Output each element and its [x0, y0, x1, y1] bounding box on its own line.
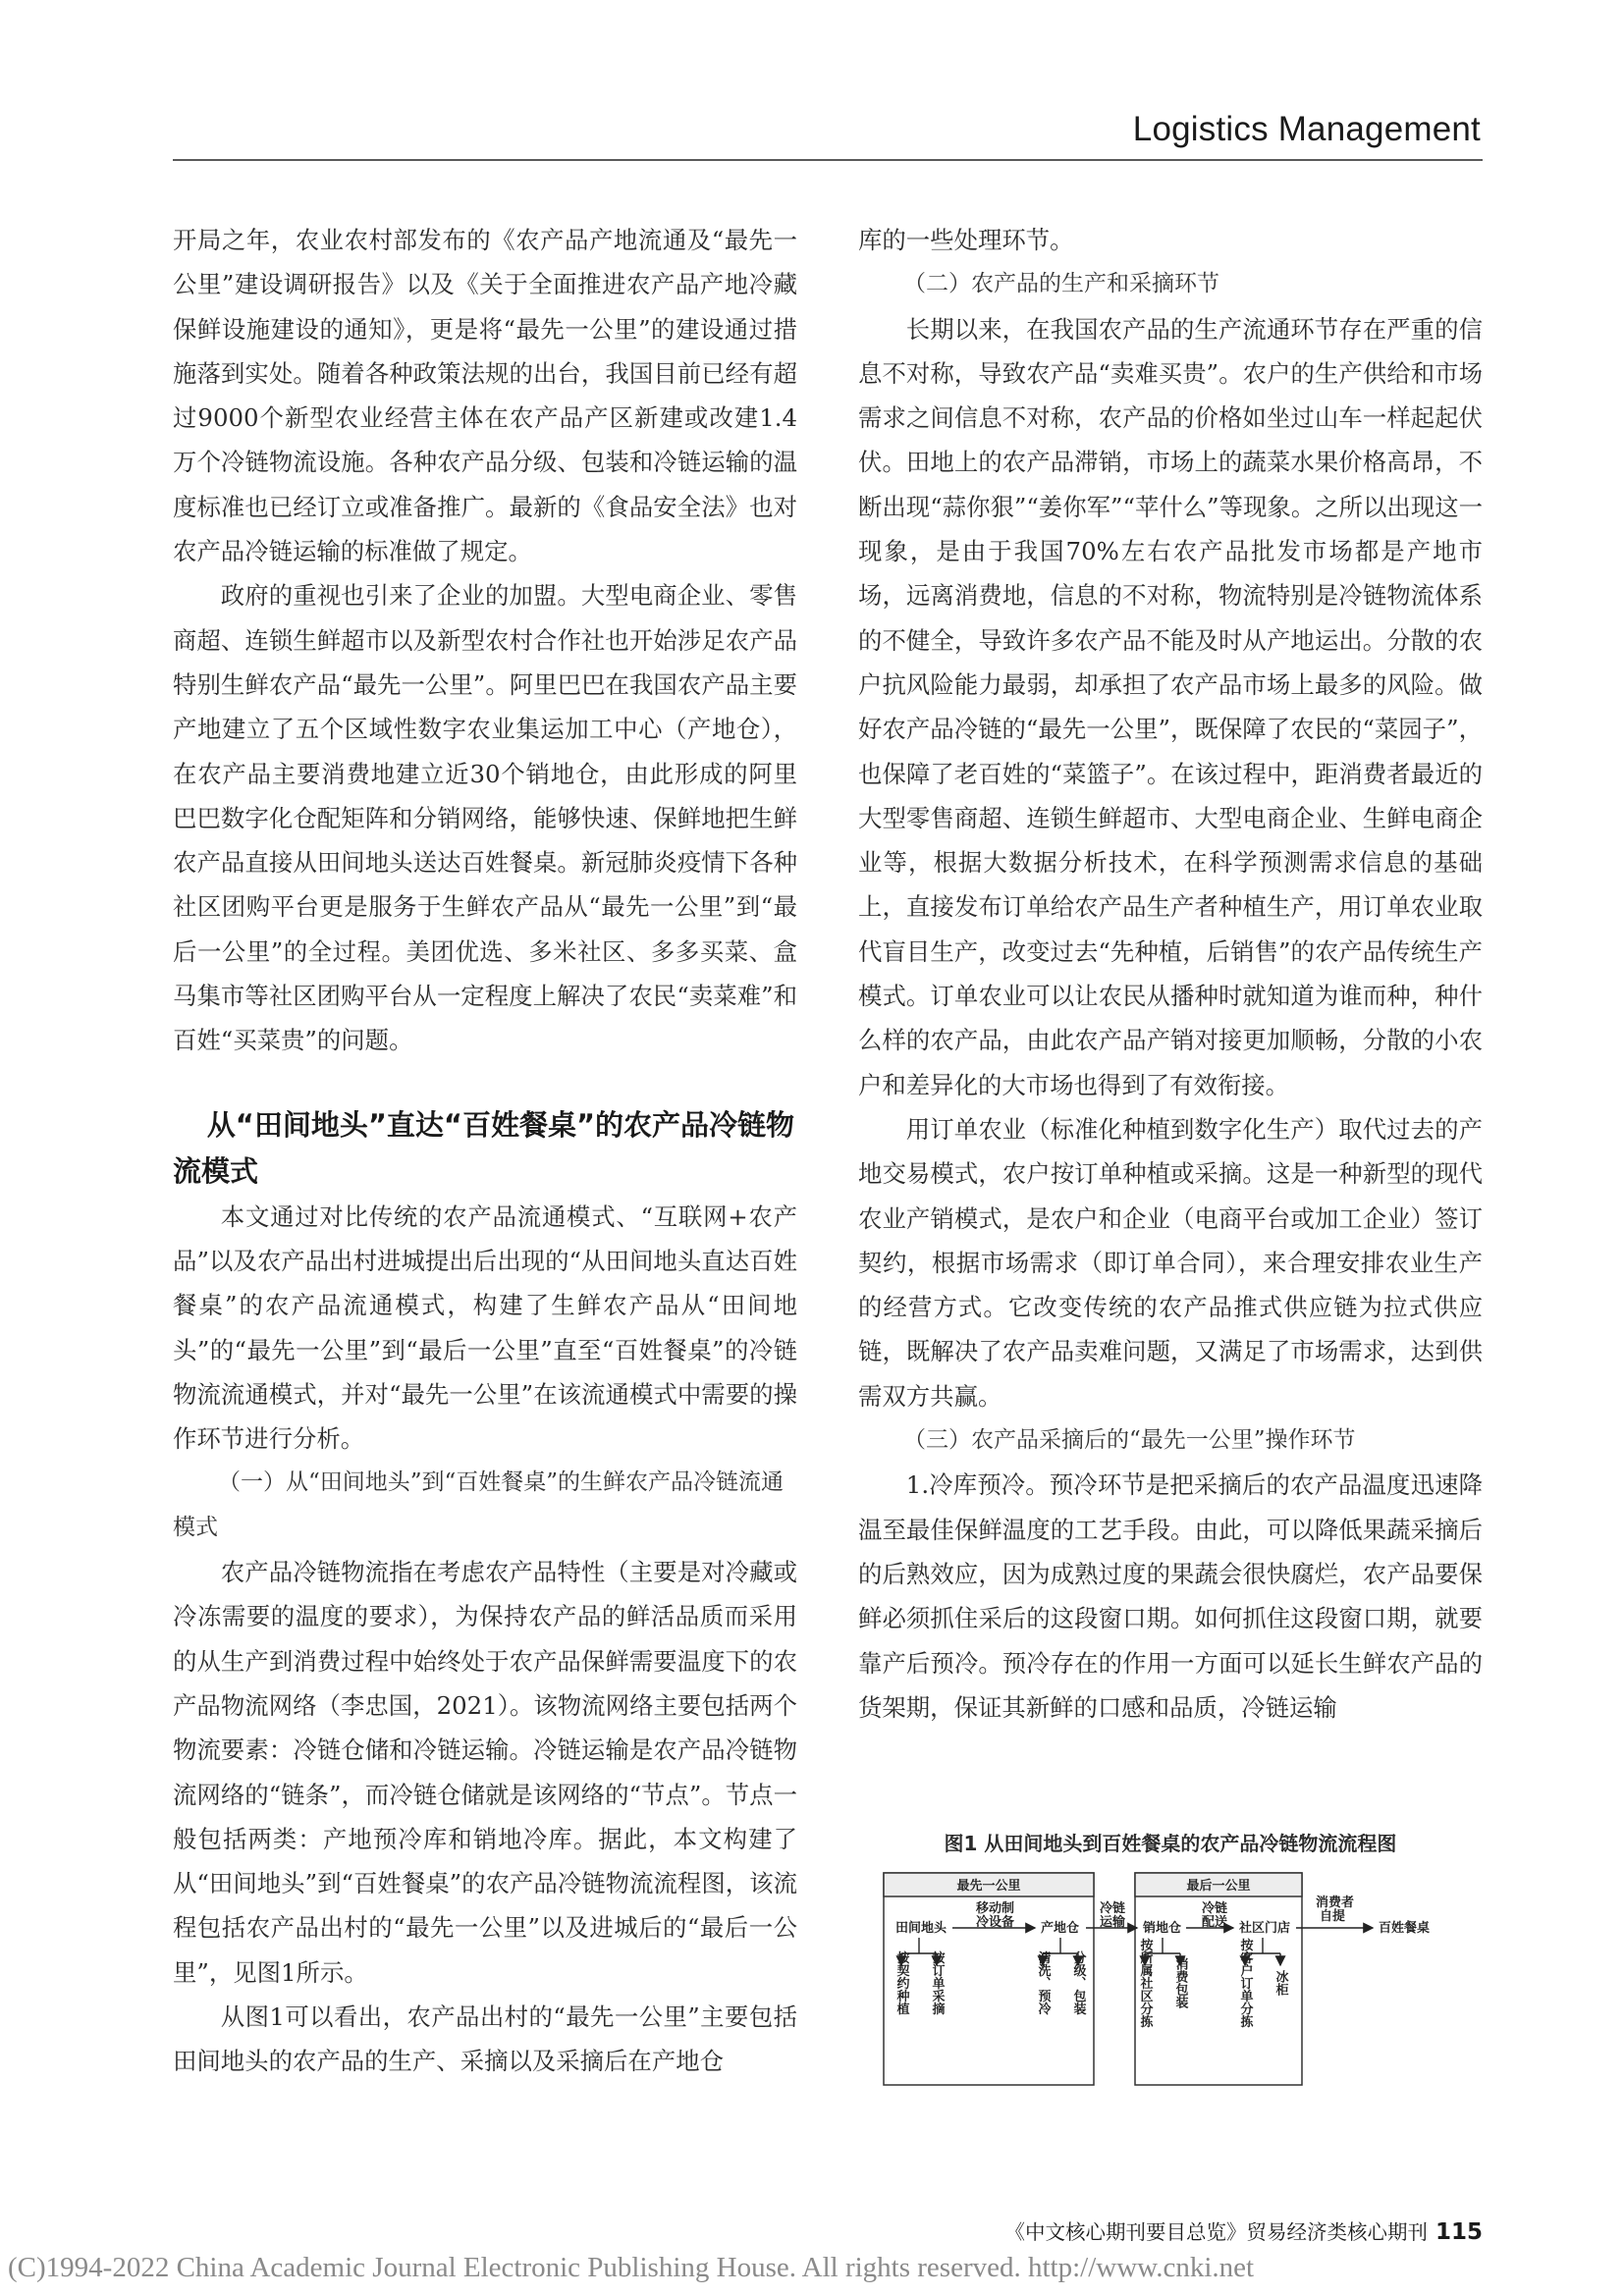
label-order-pick: 按订单采摘	[929, 1950, 945, 2015]
subsection-heading: （二）农产品的生产和采摘环节	[903, 271, 1219, 297]
label-self-pickup-2: 自提	[1320, 1909, 1346, 1924]
label-self-pickup-1: 消费者	[1316, 1896, 1355, 1910]
paragraph: 农产品冷链物流指在考虑农产品特性（主要是对冷藏或冷冻需要的温度的要求），为保持农产品的鲜活品质而采用的从生产到消费过程中始终处于农产品保鲜需要温度下的农产品物流网络（李忠国，2021）。该物流网络主要包括两个物流要素：冷链仓储和冷链运输。冷链运输是农产品冷链物流网络的“链条”，而冷链仓储就是该网络的“节点”。节点一般包括两类：产地预冷库和销地冷库。据此，本文构建了从“田间地头”到“百姓餐桌”的农产品冷链物流流程图，该流程包括农产品出村的“最先一公里”以及进城后的“最后一公里”，见图1所示。	[173, 1558, 797, 1987]
node-origin-warehouse: 产地仓	[1041, 1921, 1080, 1936]
label-sort-community: 按所属社区分拣	[1137, 1938, 1153, 2028]
subsection-heading: （一）从“田间地头”到“百姓餐桌”的生鲜农产品冷链流通模式	[173, 1469, 785, 1540]
label-consumer-pack: 消费包装	[1172, 1957, 1188, 2008]
left-column	[173, 218, 797, 2084]
first-mile-label: 最先一公里	[956, 1879, 1021, 1894]
label-grade-pack: 分级、包装	[1070, 1950, 1086, 2015]
footer-journal: 《中文核心期刊要目总览》贸易经济类核心期刊	[1004, 2220, 1428, 2244]
label-cold-transport-2: 运输	[1100, 1915, 1126, 1930]
label-contract-plant: 按契约种植	[893, 1950, 909, 2015]
flow-diagram	[858, 1863, 1483, 2091]
header-rule	[173, 159, 1483, 161]
paragraph: 开局之年，农业农村部发布的《农产品产地流通及“最先一公里”建设调研报告》以及《关于全面推进农产品产地冷藏保鲜设施建设的通知》，更是将“最先一公里”的建设通过措施落到实处。随着各种政策法规的出台，我国目前已经有超过9000个新型农业经营主体在农产品产区新建或改建1.4万个冷链物流设施。各种农产品分级、包装和冷链运输的温度标准也已经订立或准备推广。最新的《食品安全法》也对农产品冷链运输的标准做了规定。	[173, 226, 797, 566]
page-footer	[1004, 2216, 1483, 2245]
label-mobile-cooling-1: 移动制	[976, 1901, 1015, 1916]
figure-1	[858, 1824, 1483, 2095]
label-clean-precool: 清洗、预冷	[1035, 1950, 1051, 2015]
paragraph: 长期以来，在我国农产品的生产流通环节存在严重的信息不对称，导致农产品“卖难买贵”。农户的生产供给和市场需求之间信息不对称，农产品的价格如坐过山车一样起起伏伏。田地上的农产品滞销，市场上的蔬菜水果价格高昂，不断出现“蒜你狠”“姜你军”“苹什么”等现象。之所以出现这一现象，是由于我国70%左右农产品批发市场都是产地市场，远离消费地，信息的不对称，物流特别是冷链物流体系的不健全，导致许多农产品不能及时从产地运出。分散的农户抗风险能力最弱，却承担了农产品市场上最多的风险。做好农产品冷链的“最先一公里”，既保障了农民的“菜园子”，也保障了老百姓的“菜篮子”。在该过程中，距消费者最近的大型零售商超、连锁生鲜超市、大型电商企业、生鲜电商企业等，根据大数据分析技术，在科学预测需求信息的基础上，直接发布订单给农产品生产者种植生产，用订单农业取代盲目生产，改变过去“先种植，后销售”的农产品传统生产模式。订单农业可以让农民从播种时就知道为谁而种，种什么样的农产品，由此农产品产销对接更加顺畅，分散的小农户和差异化的大市场也得到了有效衔接。	[858, 314, 1483, 1099]
label-sort-order: 按客户订单分拣	[1237, 1938, 1253, 2028]
node-field: 田间地头	[895, 1921, 947, 1936]
paragraph: 政府的重视也引来了企业的加盟。大型电商企业、零售商超、连锁生鲜超市以及新型农村合作社也开始涉足农产品特别生鲜农产品“最先一公里”。阿里巴巴在我国农产品主要产地建立了五个区域性数字农业集运加工中心（产地仓），在农产品主要消费地建立近30个销地仓，由此形成的阿里巴巴数字化仓配矩阵和分销网络，能够快速、保鲜地把生鲜农产品直接从田间地头送达百姓餐桌。新冠肺炎疫情下各种社区团购平台更是服务于生鲜农产品从“最先一公里”到“最后一公里”的全过程。美团优选、多米社区、多多买菜、盒马集市等社区团购平台从一定程度上解决了农民“卖菜难”和百姓“买菜贵”的问题。	[173, 581, 797, 1055]
paragraph: 库的一些处理环节。	[858, 226, 1074, 254]
label-cold-transport-1: 冷链	[1100, 1901, 1126, 1916]
figure-caption: 图1 从田间地头到百姓餐桌的农产品冷链物流流程图	[944, 1832, 1397, 1855]
last-mile-label: 最后一公里	[1186, 1879, 1251, 1894]
copyright-line: (C)1994-2022 China Academic Journal Electronic Publishing House. All rights reserved. http://www.cnki.net	[8, 2252, 1255, 2283]
label-cold-delivery-1: 冷链	[1202, 1901, 1228, 1916]
paragraph: 1.冷库预冷。预冷环节是把采摘后的农产品温度迅速降温至最佳保鲜温度的工艺手段。由此，可以降低果蔬采摘后的后熟效应，因为成熟过度的果蔬会很快腐烂，农产品要保鲜必须抓住采后的这段窗口期。如何抓住这段窗口期，就要靠产后预冷。预冷存在的作用一方面可以延长生鲜农产品的货架期，保证其新鲜的口感和品质，冷链运输	[858, 1470, 1483, 1722]
page-number: 115	[1435, 2219, 1483, 2245]
node-table: 百姓餐桌	[1379, 1921, 1431, 1936]
node-sales-warehouse: 销地仓	[1143, 1921, 1182, 1936]
label-mobile-cooling-2: 冷设备	[976, 1915, 1015, 1930]
paragraph: 从图1可以看出，农产品出村的“最先一公里”主要包括田间地头的农产品的生产、采摘以及采摘后在产地仓	[173, 2002, 797, 2076]
journal-header-title: Logistics Management	[1132, 110, 1481, 148]
paragraph: 本文通过对比传统的农产品流通模式、“互联网+农产品”以及农产品出村进城提出后出现的“从田间地头直达百姓餐桌”的农产品流通模式，构建了生鲜农产品从“田间地头”的“最先一公里”到“最后一公里”直至“百姓餐桌”的冷链物流流通模式，并对“最先一公里”在该流通模式中需要的操作环节进行分析。	[173, 1201, 797, 1454]
label-cold-delivery-2: 配送	[1202, 1915, 1228, 1930]
paragraph: 用订单农业（标准化种植到数字化生产）取代过去的产地交易模式，农户按订单种植或采摘。这是一种新型的现代农业产销模式，是农户和企业（电商平台或加工企业）签订契约，根据市场需求（即订单合同），来合理安排农业生产的经营方式。它改变传统的农产品推式供应链为拉式供应链，既解决了农产品卖难问题，又满足了市场需求，达到供需双方共赢。	[858, 1114, 1483, 1411]
section-heading: 从“田间地头”直达“百姓餐桌”的农产品冷链物流模式	[173, 1107, 795, 1188]
right-column	[858, 218, 1483, 1730]
label-freezer: 冰柜	[1272, 1970, 1288, 1996]
node-community-store: 社区门店	[1239, 1921, 1291, 1936]
subsection-heading: （三）农产品采摘后的“最先一公里”操作环节	[903, 1427, 1356, 1454]
